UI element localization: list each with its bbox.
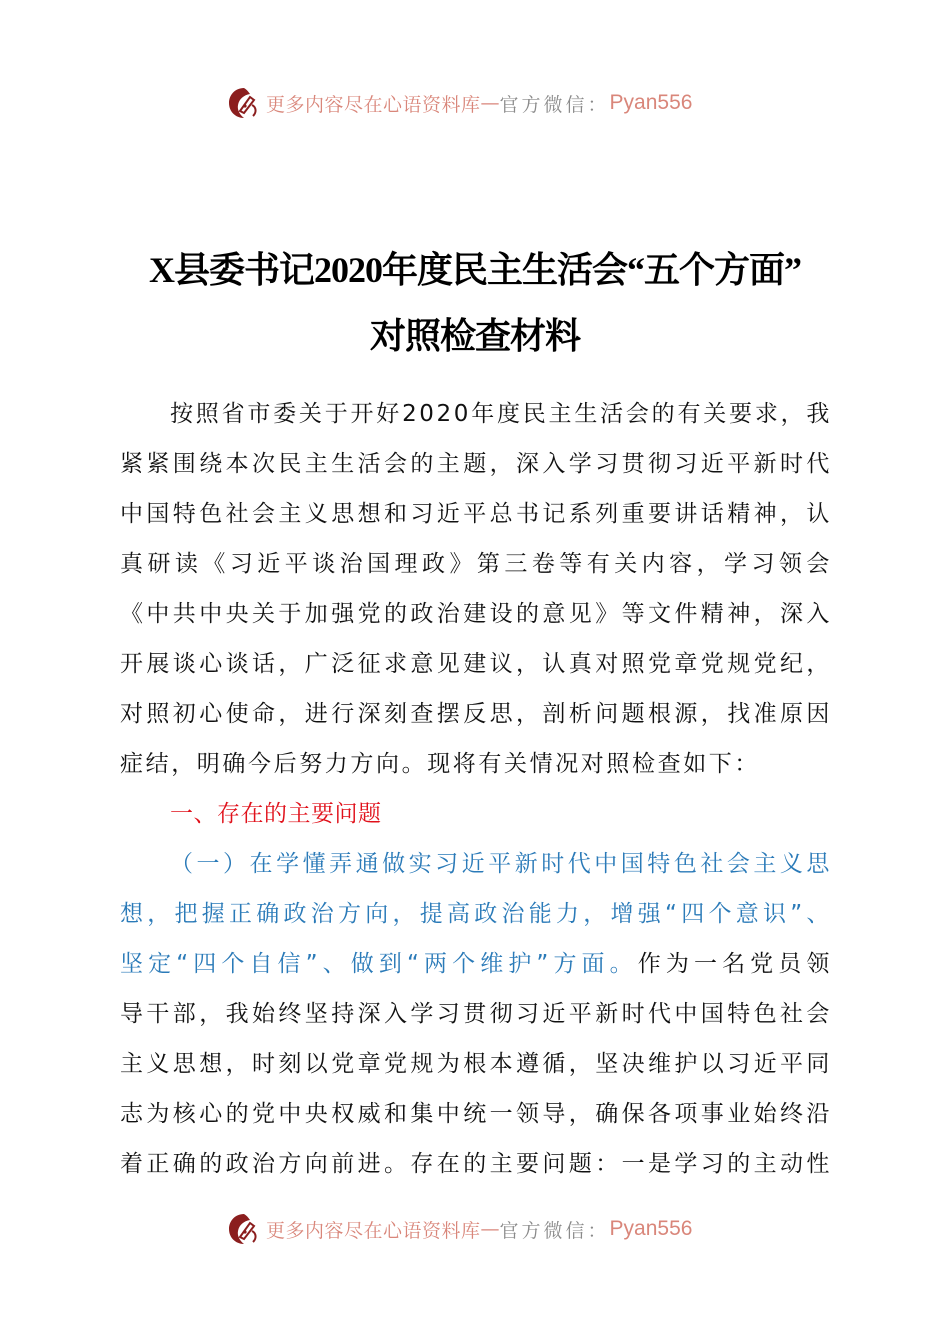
watermark-dash: — [480, 1218, 500, 1240]
body-line: 导干部，我始终坚持深入学习贯彻习近平新时代中国特色社会 [120, 1001, 832, 1027]
body-line: 中国特色社会主义思想和习近平总书记系列重要讲话精神，认 [120, 501, 832, 527]
body-line: 真研读《习近平谈治国理政》第三卷等有关内容，学习领会 [120, 551, 832, 577]
footer-watermark [226, 1209, 726, 1249]
subsection-heading-line-2: 想，把握正确政治方向，提高政治能力，增强“四个意识”、 [120, 901, 832, 927]
body-line: 症结，明确今后努力方向。现将有关情况对照检查如下： [120, 751, 760, 777]
watermark-main-text: 更多内容尽在心语资料库 [266, 93, 481, 116]
subsection-heading-line-1: （一）在学懂弄通做实习近平新时代中国特色社会主义思 [170, 851, 832, 877]
section-heading: 一、存在的主要问题 [170, 801, 382, 827]
pen-nib-logo-icon [226, 85, 262, 121]
header-watermark [226, 83, 726, 123]
body-line: 对照初心使命，进行深刻查摆反思，剖析问题根源，找准原因 [120, 701, 832, 727]
body-text-fragment: 作为一名党员领 [637, 951, 832, 977]
body-line: 志为核心的党中央权威和集中统一领导，确保各项事业始终沿 [120, 1101, 832, 1127]
pen-nib-logo-icon [226, 1211, 262, 1247]
body-line: 开展谈心谈话，广泛征求意见建议，认真对照党章党规党纪， [120, 651, 832, 677]
body-line: 主义思想，时刻以党章党规为根本遵循，坚决维护以习近平同 [120, 1051, 832, 1077]
document-title-line-2: 对照检查材料 [369, 316, 580, 356]
body-line: 着正确的政治方向前进。存在的主要问题：一是学习的主动性 [120, 1151, 832, 1177]
watermark-wechat-id: Pyan556 [609, 1217, 693, 1240]
watermark-official-label: 官方微信： [499, 93, 610, 116]
document-body [120, 389, 832, 1189]
watermark-official-label: 官方微信： [499, 1219, 610, 1242]
mixed-line [120, 939, 832, 989]
body-line: 紧紧围绕本次民主生活会的主题，深入学习贯彻习近平新时代 [120, 451, 832, 477]
watermark-main-text: 更多内容尽在心语资料库 [266, 1219, 481, 1242]
subsection-heading-line-3: 坚定“四个自信”、做到“两个维护”方面。 [120, 951, 638, 977]
watermark-dash: — [480, 92, 500, 114]
document-title-line-1: X县委书记2020年度民主生活会“五个方面” [149, 250, 801, 290]
watermark-wechat-id: Pyan556 [609, 91, 693, 114]
body-line: 按照省市委关于开好2020年度民主生活会的有关要求，我 [170, 401, 832, 427]
body-line: 《中共中央关于加强党的政治建设的意见》等文件精神，深入 [120, 601, 832, 627]
